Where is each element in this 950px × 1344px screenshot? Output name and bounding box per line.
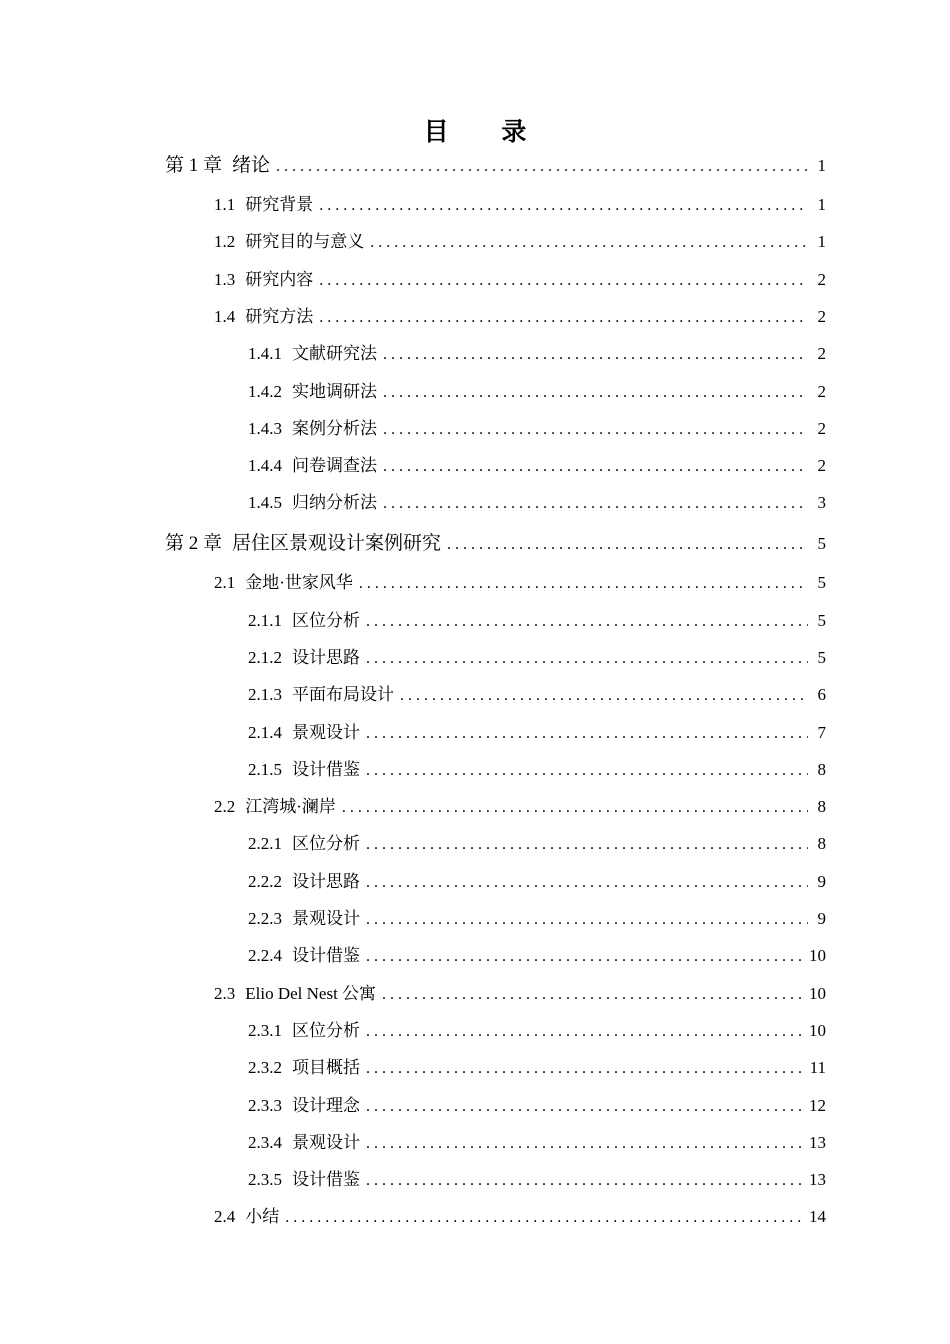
toc-entry-label: 小结 xyxy=(245,1207,280,1226)
toc-entry-number: 2.2.4 xyxy=(248,946,282,965)
dot-leader xyxy=(276,158,808,176)
toc-entry-label: 区位分析 xyxy=(292,611,360,630)
toc-entry-label: 设计借鉴 xyxy=(292,1170,360,1189)
toc-entry[interactable] xyxy=(248,867,826,893)
toc-entry-page: 8 xyxy=(817,760,826,779)
toc-entry-number: 2.4 xyxy=(214,1207,236,1226)
toc-entry-number: 2.1.3 xyxy=(248,685,282,704)
dot-leader xyxy=(342,799,808,817)
toc-entry-page: 3 xyxy=(817,493,826,512)
toc-entry-label: 实地调研法 xyxy=(292,382,377,401)
toc-entry-number: 2.2.1 xyxy=(248,834,282,853)
toc-entry-label: 设计借鉴 xyxy=(292,946,360,965)
toc-entry-label: 项目概括 xyxy=(292,1058,360,1077)
toc-entry-page: 14 xyxy=(809,1207,826,1226)
toc-entry[interactable] xyxy=(214,979,826,1005)
toc-entry[interactable] xyxy=(248,1053,826,1079)
dot-leader xyxy=(366,1098,801,1116)
toc-entry[interactable] xyxy=(248,488,826,514)
toc-entry-label: 研究背景 xyxy=(245,195,314,214)
dot-leader xyxy=(400,687,808,705)
toc-entry[interactable] xyxy=(214,265,826,291)
toc-entry-label: 设计理念 xyxy=(292,1096,360,1115)
dot-leader xyxy=(366,1023,801,1041)
toc-entry[interactable] xyxy=(214,1202,826,1228)
toc-entry-label: 研究方法 xyxy=(245,307,314,326)
toc-entry[interactable] xyxy=(248,606,826,632)
toc-entry-number: 1.4 xyxy=(214,307,236,326)
toc-entry-page: 2 xyxy=(817,344,826,363)
toc-entry-label: 金地·世家风华 xyxy=(245,573,353,592)
toc-entry-label: 设计借鉴 xyxy=(292,760,360,779)
toc-entry-number: 1.4.2 xyxy=(248,382,282,401)
toc-entry[interactable] xyxy=(248,680,826,706)
toc-entry-number: 2.1.1 xyxy=(248,611,282,630)
toc-entry-number: 2.1.4 xyxy=(248,723,282,742)
toc-entry-page: 1 xyxy=(817,195,826,214)
toc-entry-page: 10 xyxy=(809,946,826,965)
toc-entry-page: 2 xyxy=(817,270,826,289)
toc-entry[interactable] xyxy=(165,150,826,176)
toc-entry[interactable] xyxy=(214,302,826,328)
toc-entry-page: 2 xyxy=(817,307,826,326)
toc-entry-label: 案例分析法 xyxy=(292,419,377,438)
toc-entry[interactable] xyxy=(214,568,826,594)
toc-entry-label: Elio Del Nest 公寓 xyxy=(245,984,377,1003)
toc-entry-number: 2.3 xyxy=(214,984,236,1003)
toc-entry[interactable] xyxy=(248,904,826,930)
toc-entry-page: 8 xyxy=(817,797,826,816)
toc-entry-page: 5 xyxy=(817,611,826,630)
toc-entry-page: 9 xyxy=(817,872,826,891)
toc-entry-number: 1.4.3 xyxy=(248,419,282,438)
dot-leader xyxy=(359,575,808,593)
toc-entry-page: 5 xyxy=(817,573,826,592)
dot-leader xyxy=(366,762,808,780)
toc-entry-page: 5 xyxy=(817,648,826,667)
toc-entry-number: 2.2.3 xyxy=(248,909,282,928)
toc-entry[interactable] xyxy=(248,414,826,440)
toc-entry[interactable] xyxy=(248,829,826,855)
toc-entry-label: 绪论 xyxy=(232,154,271,176)
toc-entry-number: 1.3 xyxy=(214,270,236,289)
toc-entry-page: 2 xyxy=(817,382,826,401)
toc-entry-label: 平面布局设计 xyxy=(292,685,394,704)
toc-entry-page: 2 xyxy=(817,456,826,475)
toc-entry-label: 问卷调查法 xyxy=(292,456,377,475)
toc-entry[interactable] xyxy=(248,1128,826,1154)
toc-entry[interactable] xyxy=(248,339,826,365)
toc-entry-label: 设计思路 xyxy=(292,648,360,667)
toc-entry-number: 1.4.1 xyxy=(248,344,282,363)
toc-entry-number: 2.2.2 xyxy=(248,872,282,891)
toc-entry-page: 1 xyxy=(817,156,826,175)
toc-entry-page: 7 xyxy=(817,723,826,742)
toc-entry[interactable] xyxy=(248,941,826,967)
dot-leader xyxy=(383,384,808,402)
toc-entry-number: 2.1.5 xyxy=(248,760,282,779)
toc-entry-number: 1.1 xyxy=(214,195,236,214)
toc-entry-page: 10 xyxy=(809,1021,826,1040)
toc-entry-number: 第 1 章 xyxy=(165,155,223,176)
dot-leader xyxy=(366,725,808,743)
toc-entry[interactable] xyxy=(248,755,826,781)
dot-leader xyxy=(366,650,808,668)
toc-entry-number: 2.1 xyxy=(214,573,236,592)
dot-leader xyxy=(366,1060,802,1078)
dot-leader xyxy=(366,613,808,631)
toc-entry-label: 研究目的与意义 xyxy=(245,232,365,251)
toc-entry-number: 2.3.3 xyxy=(248,1096,282,1115)
toc-entry[interactable] xyxy=(248,1016,826,1042)
toc-entry-page: 8 xyxy=(817,834,826,853)
toc-entry[interactable] xyxy=(248,451,826,477)
toc-entry[interactable] xyxy=(165,528,826,554)
toc-entry-page: 6 xyxy=(817,685,826,704)
toc-entry-label: 江湾城·澜岸 xyxy=(245,797,336,816)
dot-leader xyxy=(370,234,808,252)
dot-leader xyxy=(447,536,808,554)
dot-leader xyxy=(366,1135,801,1153)
toc-entry-page: 2 xyxy=(817,419,826,438)
toc-entry-page: 5 xyxy=(817,534,826,553)
dot-leader xyxy=(366,1172,801,1190)
dot-leader xyxy=(366,911,808,929)
toc-entry-page: 1 xyxy=(817,232,826,251)
toc-entry[interactable] xyxy=(248,1165,826,1191)
toc-entry-number: 2.3.5 xyxy=(248,1170,282,1189)
dot-leader xyxy=(319,197,808,215)
toc-entry[interactable] xyxy=(214,190,826,216)
dot-leader xyxy=(382,986,801,1004)
dot-leader xyxy=(285,1209,801,1227)
toc-entry-label: 居住区景观设计案例研究 xyxy=(232,532,442,554)
toc-entry[interactable] xyxy=(248,718,826,744)
toc-entry-label: 研究内容 xyxy=(245,270,314,289)
toc-entry-number: 2.3.1 xyxy=(248,1021,282,1040)
dot-leader xyxy=(366,948,801,966)
toc-entry[interactable] xyxy=(214,792,826,818)
toc-entry[interactable] xyxy=(248,643,826,669)
toc-entry-label: 景观设计 xyxy=(292,909,360,928)
toc-entry-label: 文献研究法 xyxy=(292,344,377,363)
toc-entry-label: 区位分析 xyxy=(292,834,360,853)
dot-leader xyxy=(366,874,808,892)
dot-leader xyxy=(383,421,808,439)
dot-leader xyxy=(383,458,808,476)
toc-entry-label: 景观设计 xyxy=(292,723,360,742)
toc-entry-number: 1.4.4 xyxy=(248,456,282,475)
toc-entry-label: 归纳分析法 xyxy=(292,493,377,512)
toc-entry-page: 12 xyxy=(809,1096,826,1115)
toc-entry-number: 2.1.2 xyxy=(248,648,282,667)
toc-entry-page: 10 xyxy=(809,984,826,1003)
toc-entry-number: 2.3.2 xyxy=(248,1058,282,1077)
dot-leader xyxy=(383,495,808,513)
toc-entry-number: 1.4.5 xyxy=(248,493,282,512)
toc-entry-page: 13 xyxy=(809,1133,826,1152)
toc-entry-number: 2.3.4 xyxy=(248,1133,282,1152)
toc-entry[interactable] xyxy=(214,227,826,253)
toc-entry-page: 13 xyxy=(809,1170,826,1189)
toc-entry[interactable] xyxy=(248,1091,826,1117)
toc-entry-label: 区位分析 xyxy=(292,1021,360,1040)
dot-leader xyxy=(366,836,808,854)
toc-entry[interactable] xyxy=(248,377,826,403)
toc-entry-page: 9 xyxy=(817,909,826,928)
toc-entry-number: 2.2 xyxy=(214,797,236,816)
toc-entry-page: 11 xyxy=(809,1058,826,1077)
toc-entry-number: 1.2 xyxy=(214,232,236,251)
dot-leader xyxy=(383,346,808,364)
toc-title: 目 录 xyxy=(423,117,549,146)
toc-entry-label: 景观设计 xyxy=(292,1133,360,1152)
dot-leader xyxy=(319,272,808,290)
dot-leader xyxy=(319,309,808,327)
toc-entry-number: 第 2 章 xyxy=(165,533,223,554)
toc-entry-label: 设计思路 xyxy=(292,872,360,891)
